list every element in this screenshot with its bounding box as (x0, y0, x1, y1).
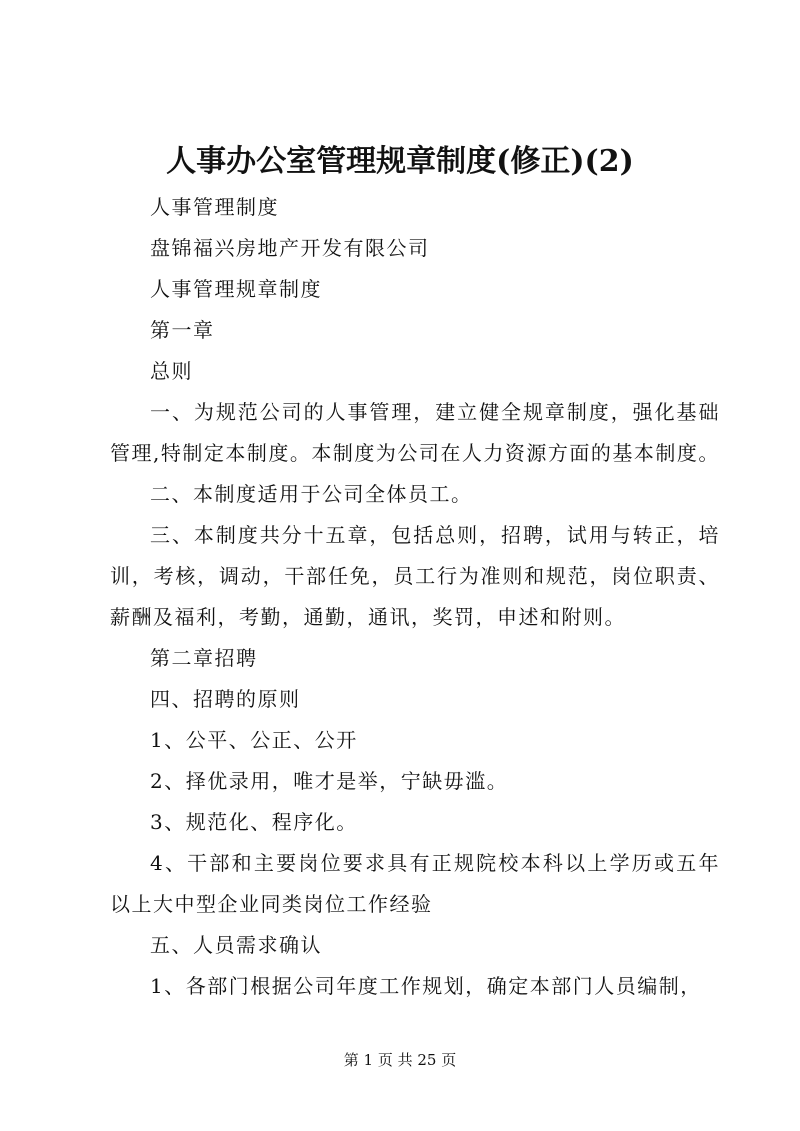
paragraph: 人事管理规章制度 (150, 277, 322, 301)
list-item: 3、规范化、程序化。 (150, 810, 358, 834)
section-heading: 总则 (150, 359, 193, 383)
paragraph: 人事管理制度 (150, 195, 279, 219)
list-item: 1、各部门根据公司年度工作规划，确定本部门人员编制， (150, 974, 702, 998)
paragraph: 三、本制度共分十五章，包括总则，招聘，试用与转正，培训，考核，调动，干部任免，员工行为准则和规范，岗位职责、薪酬及福利，考勤，通勤，通讯，奖罚，申述和附则。 (110, 523, 720, 629)
chapter-heading: 第二章招聘 (150, 646, 258, 670)
chapter-heading: 第一章 (150, 318, 215, 342)
list-item: 4、干部和主要岗位要求具有正规院校本科以上学历或五年以上大中型企业同类岗位工作经验 (110, 851, 720, 916)
paragraph: 一、为规范公司的人事管理，建立健全规章制度，强化基础管理,特制定本制度。本制度为公司在人力资源方面的基本制度。 (110, 400, 720, 465)
document-title: 人事办公室管理规章制度(修正)(2) (166, 144, 634, 179)
document-body (110, 187, 720, 1007)
page-footer: 第 1 页 共 25 页 (343, 1051, 457, 1069)
list-item: 1、公平、公正、公开 (150, 728, 358, 752)
list-item: 2、择优录用，唯才是举，宁缺毋滥。 (150, 769, 509, 793)
paragraph: 盘锦福兴房地产开发有限公司 (150, 236, 430, 260)
paragraph: 四、招聘的原则 (150, 687, 301, 711)
paragraph: 五、人员需求确认 (150, 933, 322, 957)
paragraph: 二、本制度适用于公司全体员工。 (150, 482, 473, 506)
